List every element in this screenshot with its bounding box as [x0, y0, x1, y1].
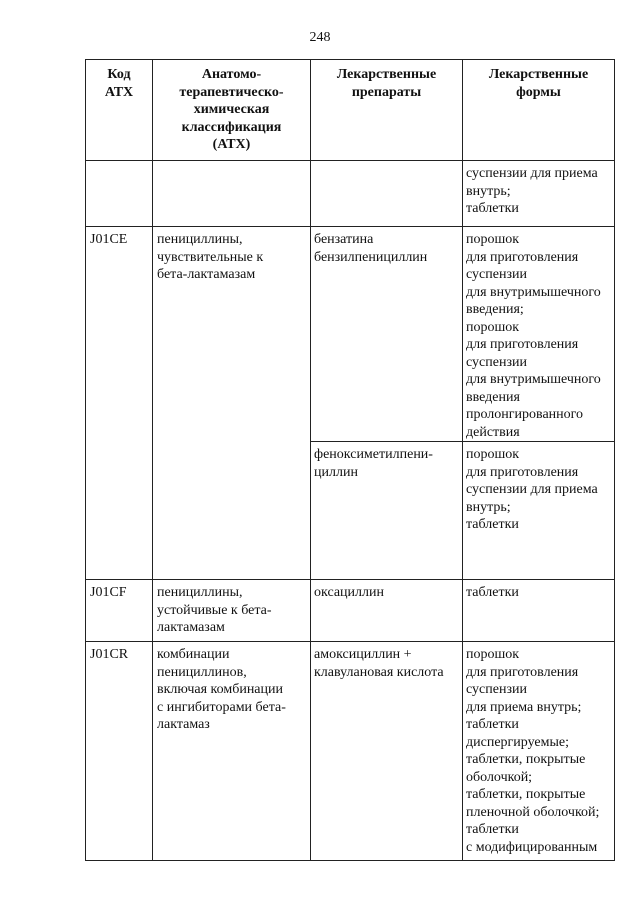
table-row	[86, 580, 615, 642]
header-classification: Анатомо- терапевтическо- химическая классификация (АТХ)	[153, 60, 311, 161]
classification-cell: пенициллины, чувствительные к бета-лактамазам	[153, 227, 311, 580]
atx-code-cell: J01CR	[86, 642, 153, 861]
dosage-form-cell: порошок для приготовления суспензии для приема внутрь; таблетки диспергируемые; таблетки, покрытые оболочкой; таблетки, покрытые пленочной оболочкой; таблетки с модифицированным	[463, 642, 615, 861]
drug-cell: феноксиметилпени- циллин	[311, 442, 463, 580]
dosage-form-cell: таблетки	[463, 580, 615, 642]
drug-cell: бензатина бензилпенициллин	[311, 227, 463, 442]
table-header-row	[86, 60, 615, 161]
atx-table	[85, 59, 615, 861]
header-forms: Лекарственные формы	[463, 60, 615, 161]
classification-cell: пенициллины, устойчивые к бета- лактамазам	[153, 580, 311, 642]
drug-cell: оксациллин	[311, 580, 463, 642]
page-number: 248	[309, 30, 331, 45]
atx-code-cell: J01CF	[86, 580, 153, 642]
table-row	[86, 161, 615, 227]
header-drugs: Лекарственные препараты	[311, 60, 463, 161]
atx-code-cell: J01CE	[86, 227, 153, 580]
atx-code-cell	[86, 161, 153, 227]
classification-cell: комбинации пенициллинов, включая комбинации с ингибиторами бета- лактамаз	[153, 642, 311, 861]
dosage-form-cell: суспензии для приема внутрь; таблетки	[463, 161, 615, 227]
dosage-form-cell: порошок для приготовления суспензии для приема внутрь; таблетки	[463, 442, 615, 580]
table-row	[86, 227, 615, 442]
header-code: Код АТХ	[86, 60, 153, 161]
drug-cell: амоксициллин + клавулановая кислота	[311, 642, 463, 861]
drug-cell	[311, 161, 463, 227]
table-row	[86, 642, 615, 861]
dosage-form-cell: порошок для приготовления суспензии для внутримышечного введения; порошок для приготовления суспензии для внутримышечного введения пролонгированного действия	[463, 227, 615, 442]
classification-cell	[153, 161, 311, 227]
